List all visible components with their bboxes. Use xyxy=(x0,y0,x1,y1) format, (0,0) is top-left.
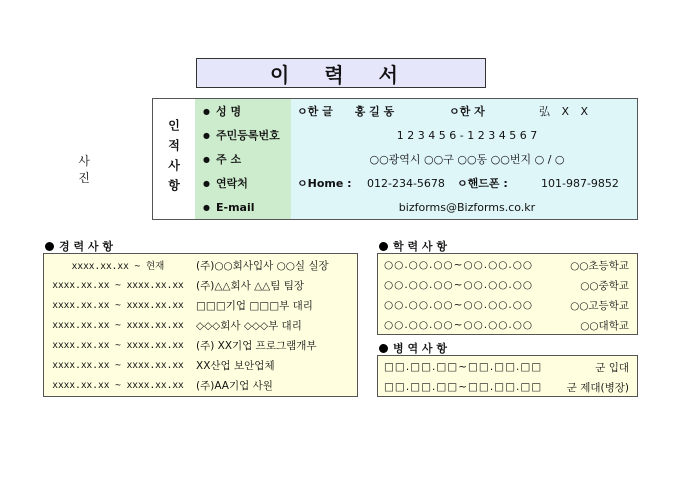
table-row xyxy=(44,355,357,375)
personal-info-side-label xyxy=(153,99,195,219)
contact-label: 연락처 xyxy=(215,177,248,190)
military-heading-text: 병 역 사 항 xyxy=(393,342,447,355)
id-value-cell xyxy=(291,123,637,147)
contact-value-cell xyxy=(291,171,637,195)
bullet-icon: ● xyxy=(203,202,210,212)
email-label: E-mail xyxy=(215,200,255,214)
period-cell: xxxx.xx.xx ~ xxxx.xx.xx xyxy=(52,339,184,351)
description-cell: ○○대학교 xyxy=(580,319,629,332)
period-cell: xxxx.xx.xx ~ xxxx.xx.xx xyxy=(52,299,184,311)
mobile-value: 101-987-9852 xyxy=(541,176,619,190)
table-row xyxy=(378,377,637,397)
period-cell: xxxx.xx.xx ~ xxxx.xx.xx xyxy=(52,359,184,371)
home-label: ㅇHome : xyxy=(297,177,352,190)
id-row xyxy=(195,123,637,147)
education-heading-text: 학 력 사 항 xyxy=(393,240,447,253)
description-cell: ○○고등학교 xyxy=(570,299,629,312)
table-row xyxy=(378,315,637,335)
mobile-label: ㅇ핸드폰 : xyxy=(457,177,508,190)
description-cell: (주)○○회사입사 ○○실 실장 xyxy=(196,259,329,272)
email-value: bizforms@Bizforms.co.kr xyxy=(398,200,536,214)
table-row xyxy=(44,375,357,395)
hanja-value: 弘 X X xyxy=(539,105,593,118)
description-cell: □□□기업 □□□부 대리 xyxy=(196,299,313,312)
id-label: 주민등록번호 xyxy=(215,129,280,142)
period-cell: xxxx.xx.xx ~ xxxx.xx.xx xyxy=(52,279,184,291)
period-cell: ○○.○○.○○~○○.○○.○○ xyxy=(384,259,534,271)
resume-title: 이 력 서 xyxy=(196,58,486,88)
description-cell: ◇◇◇회사 ◇◇◇부 대리 xyxy=(196,319,302,332)
table-row xyxy=(44,295,357,315)
table-row xyxy=(378,357,637,377)
description-cell: 군 입대 xyxy=(595,361,629,374)
id-value: 1 2 3 4 5 6 - 1 2 3 4 5 6 7 xyxy=(396,128,538,142)
military-table xyxy=(377,355,638,397)
bullet-icon: ● xyxy=(203,154,210,164)
personal-info-section xyxy=(152,98,638,220)
education-table xyxy=(377,253,638,335)
description-cell: (주)AA기업 사원 xyxy=(196,379,273,392)
description-cell: (주)△△회사 △△팀 팀장 xyxy=(196,279,305,292)
name-label: 성 명 xyxy=(215,105,242,118)
bullet-icon xyxy=(379,344,388,353)
description-cell: ○○초등학교 xyxy=(570,259,629,272)
period-cell: □□.□□.□□~□□.□□.□□ xyxy=(384,361,543,373)
name-value-cell xyxy=(291,99,637,123)
bullet-icon xyxy=(45,242,54,251)
period-cell: xxxx.xx.xx ~ xxxx.xx.xx xyxy=(52,319,184,331)
photo-label: 사 진 xyxy=(78,154,112,185)
description-cell: (주) XX기업 프로그램개부 xyxy=(196,339,317,352)
table-row xyxy=(378,255,637,275)
home-value: 012-234-5678 xyxy=(367,176,445,190)
address-value-cell xyxy=(291,147,637,171)
table-row xyxy=(44,275,357,295)
email-label-cell xyxy=(195,195,291,219)
period-cell: ○○.○○.○○~○○.○○.○○ xyxy=(384,279,534,291)
description-cell: 군 제대(병장) xyxy=(566,381,629,394)
personal-info-side-text: 인적사항 xyxy=(166,119,181,199)
period-cell: xxxx.xx.xx ~ 현재 xyxy=(71,261,165,272)
description-cell: ○○중학교 xyxy=(580,279,629,292)
career-heading xyxy=(45,238,113,254)
hanja-label: ㅇ한 자 xyxy=(449,105,485,118)
period-cell: □□.□□.□□~□□.□□.□□ xyxy=(384,381,543,393)
id-label-cell xyxy=(195,123,291,147)
contact-label-cell xyxy=(195,171,291,195)
period-cell: xxxx.xx.xx ~ xxxx.xx.xx xyxy=(52,379,184,391)
name-row xyxy=(195,99,637,123)
period-cell: ○○.○○.○○~○○.○○.○○ xyxy=(384,299,534,311)
military-heading xyxy=(379,340,447,356)
education-heading xyxy=(379,238,447,254)
address-label: 주 소 xyxy=(215,153,242,166)
table-row xyxy=(378,295,637,315)
email-row xyxy=(195,195,637,219)
address-label-cell xyxy=(195,147,291,171)
address-value: ○○광역시 ○○구 ○○동 ○○번지 ○ / ○ xyxy=(369,153,565,166)
bullet-icon: ● xyxy=(203,130,210,140)
table-row xyxy=(44,255,357,275)
bullet-icon: ● xyxy=(203,178,210,188)
table-row xyxy=(44,315,357,335)
table-row xyxy=(44,335,357,355)
name-label-cell xyxy=(195,99,291,123)
table-row xyxy=(378,275,637,295)
name-value: ㅇ한 글 홍 길 동 xyxy=(297,105,395,118)
description-cell: XX산업 보안업체 xyxy=(196,359,275,372)
bullet-icon: ● xyxy=(203,106,210,116)
career-heading-text: 경 력 사 항 xyxy=(59,240,113,253)
address-row xyxy=(195,147,637,171)
contact-row xyxy=(195,171,637,195)
career-table xyxy=(43,253,358,397)
email-value-cell xyxy=(291,195,637,219)
period-cell: ○○.○○.○○~○○.○○.○○ xyxy=(384,319,534,331)
bullet-icon xyxy=(379,242,388,251)
